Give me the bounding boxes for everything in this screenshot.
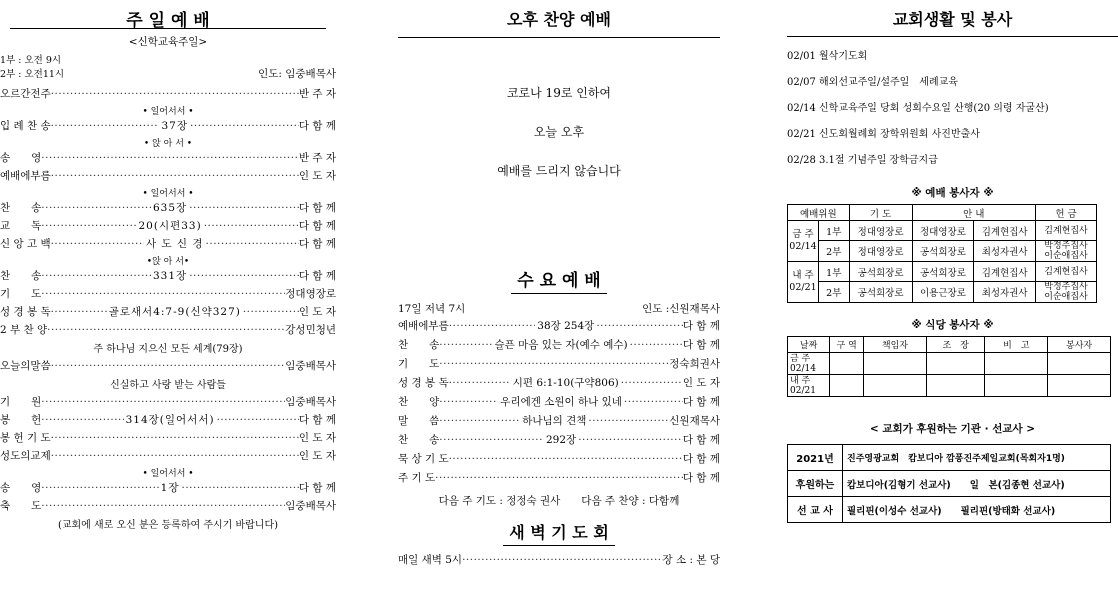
wednesday-leader: 인도 :신원재목사 <box>642 303 720 315</box>
header-prayer: 기 도 <box>849 205 912 221</box>
cafe-row <box>788 353 1111 375</box>
wednesday-order-row <box>398 375 720 394</box>
order-item-person: 정대영장로 <box>285 288 336 300</box>
mission-row-1: 진주영광교회 캄보디아 깜퐁진주제일교회(목회자1명) <box>843 445 1111 471</box>
header-committee: 예배위원 <box>788 205 850 221</box>
posture-note: • 일어서서 • <box>142 469 194 479</box>
order-item-label: 송 영 <box>0 152 42 164</box>
sunday-order-row <box>0 358 336 376</box>
order-item-person: 다 함 께 <box>682 320 720 332</box>
event-item: 02/07 해외선교주일/설주일 세례교육 <box>787 77 958 88</box>
service-cell-part: 1부 <box>819 221 850 241</box>
posture-note: • 앉 아 서 • <box>143 139 193 149</box>
cafe-header: 책임자 <box>864 337 927 353</box>
order-item-person: 다 함 께 <box>682 472 720 484</box>
cafe-cell <box>985 375 1048 397</box>
order-item-person: 다 함 께 <box>298 414 336 426</box>
wednesday-order-row <box>398 432 720 451</box>
order-item-person: 다 함 께 <box>682 434 720 446</box>
sunday-subtitle: <신학교육주일> <box>128 36 208 48</box>
order-item-detail: 1장 <box>160 482 180 494</box>
order-subtext: 주 하나님 지으신 모든 세계(79장) <box>93 344 243 355</box>
order-item-label: 송 영 <box>0 482 42 494</box>
sunday-order-row <box>0 480 336 498</box>
order-item-label: 묵 상 기 도 <box>398 453 449 465</box>
order-item-label: 교 독 <box>0 220 42 232</box>
wednesday-order-row <box>398 337 720 356</box>
service-cell-guide2: 최성자권사 <box>974 241 1036 262</box>
sunday-order-row <box>0 200 336 218</box>
service-cell-offer: 박정주집사 이순애집사 <box>1036 241 1097 262</box>
cafe-header: 봉사자 <box>1048 337 1111 353</box>
mission-label-missionary: 선 교 사 <box>788 497 843 523</box>
sunday-order-row <box>0 118 336 136</box>
cafe-date: 내 주 02/21 <box>788 375 830 397</box>
cafe-cell <box>926 353 985 375</box>
order-item-label: 입 례 찬 송 <box>0 120 51 132</box>
order-item-detail: 20(시편33) <box>138 220 202 232</box>
header-guide: 안 내 <box>912 205 1035 221</box>
service-row <box>788 221 1097 241</box>
order-item-label: 말 씀 <box>398 415 440 427</box>
dawn-prayer-place: 장 소 : 본 당 <box>662 554 720 566</box>
posture-note: •앉 아 서• <box>146 257 190 267</box>
wednesday-order-row <box>398 356 720 375</box>
order-item-person: 인 도 자 <box>298 432 336 444</box>
week-label <box>788 262 819 303</box>
order-item-label: 찬 송 <box>0 202 42 214</box>
service-cell-pray: 정대영장로 <box>849 221 912 241</box>
posture-note: • 일어서서 • <box>142 189 194 199</box>
dawn-prayer-time: 매일 새벽 5시 <box>398 554 463 566</box>
order-item-detail: 331장 <box>153 270 188 282</box>
wednesday-time: 17일 저녁 7시 <box>398 303 466 315</box>
dawn-prayer-title: 새 벽 기 도 회 <box>503 520 615 546</box>
cafeteria-volunteers-table <box>787 336 1111 397</box>
wednesday-order-list <box>398 318 720 489</box>
service-cell-offer: 김계현집사 <box>1036 262 1097 282</box>
week-label-name: 금 주 <box>792 229 814 240</box>
service-leader: 인도: 임중배목사 <box>258 68 336 80</box>
order-item-person: 임중배목사 <box>285 500 336 512</box>
wednesday-order-row <box>398 413 720 432</box>
sunday-order-row <box>0 86 336 104</box>
order-item-detail: 시편 6:1-10(구약806) <box>512 377 619 389</box>
order-item-label: 주 기 도 <box>398 472 436 484</box>
order-item-person: 다 함 께 <box>298 220 336 232</box>
service-volunteers-title: ※ 예배 봉사자 ※ <box>911 187 994 199</box>
order-item-detail: 하나님의 견책 <box>522 415 587 427</box>
order-item-person: 다 함 께 <box>298 238 336 250</box>
church-life-title: 교회생활 및 봉사 <box>892 10 1013 29</box>
order-item-label: 성 경 봉 독 <box>0 306 51 318</box>
wednesday-order-row <box>398 451 720 470</box>
dawn-prayer-row <box>398 552 720 567</box>
sunday-order-row <box>0 236 336 254</box>
church-life-column <box>787 0 1118 523</box>
week-label-name: 내 주 <box>792 270 814 281</box>
event-item: 02/14 신학교육주일 당회 성회수요일 산행(20 의령 자굴산) <box>787 103 1049 114</box>
service-time-1: 1부 : 오전 9시 <box>0 55 62 66</box>
sunday-order-row <box>0 412 336 430</box>
order-item-label: 오늘의말씀 <box>0 360 51 372</box>
order-item-detail: 골로새서4:7-9(신약327) <box>108 306 241 318</box>
sunday-order-row <box>0 168 336 186</box>
order-item-label: 예배에부름 <box>398 320 449 332</box>
sunday-order-row <box>0 448 336 466</box>
sunday-order-row <box>0 430 336 448</box>
cafe-header: 구 역 <box>830 337 864 353</box>
week-label-date: 02/21 <box>789 282 817 293</box>
afternoon-service-title: 오후 찬양 예배 <box>507 10 611 29</box>
wednesday-order-row <box>398 394 720 413</box>
cafe-cell <box>864 353 927 375</box>
service-cell-guide1: 이용근장로 <box>912 282 974 303</box>
notice-line-2: 오늘 오후 <box>533 125 585 139</box>
order-item-person: 임중배목사 <box>285 396 336 408</box>
sunday-order-row <box>0 268 336 286</box>
wednesday-next-week: 다음 주 기도 : 정정숙 권사 다음 주 찬양 : 다함께 <box>438 495 680 507</box>
cafe-date: 금 주 02/14 <box>788 353 830 375</box>
order-item-person: 인 도 자 <box>298 450 336 462</box>
order-item-person: 인 도 자 <box>682 377 720 389</box>
service-cell-pray: 공석희장로 <box>849 262 912 282</box>
order-item-label: 찬 송 <box>0 270 42 282</box>
order-item-detail: 292장 <box>546 434 577 446</box>
order-subtext: 신실하고 사랑 받는 사람들 <box>110 380 226 391</box>
header-offering: 헌 금 <box>1036 205 1097 221</box>
order-item-label: 봉 헌 기 도 <box>0 432 51 444</box>
order-item-person: 다 함 께 <box>298 482 336 494</box>
week-label-date: 02/14 <box>789 241 817 252</box>
order-item-detail: 314장(일어서서) <box>125 414 215 426</box>
order-item-detail: 37장 <box>161 120 188 132</box>
order-item-label: 성도의교제 <box>0 450 51 462</box>
order-item-person: 다 함 께 <box>682 396 720 408</box>
mission-label-year: 2021년 <box>788 445 843 471</box>
cafe-cell <box>830 375 864 397</box>
sunday-order-row <box>0 322 336 340</box>
posture-note: • 일어서서 • <box>142 107 194 117</box>
order-item-detail: 우리에겐 소원이 하나 있네 <box>500 396 622 408</box>
order-item-person: 강성민청년 <box>285 324 336 336</box>
mission-title: < 교회가 후원하는 기관 · 선교사 > <box>869 423 1036 435</box>
event-item: 02/21 신도회월례회 장학위원회 사진반출사 <box>787 129 980 140</box>
event-item: 02/28 3.1절 기념주일 장학금지급 <box>787 155 938 166</box>
order-item-detail: 사 도 신 경 <box>145 238 204 250</box>
wednesday-order-row <box>398 318 720 337</box>
sunday-service-column <box>0 0 336 534</box>
cafe-cell <box>1048 375 1111 397</box>
service-cell-part: 2부 <box>819 282 850 303</box>
cafe-row <box>788 375 1111 397</box>
cafeteria-volunteers-title: ※ 식당 봉사자 ※ <box>911 319 994 331</box>
service-cell-guide2: 최성자권사 <box>974 282 1036 303</box>
order-item-person: 반 주 자 <box>298 152 336 164</box>
service-cell-guide1: 공석희장로 <box>912 262 974 282</box>
service-row <box>788 282 1097 303</box>
order-item-label: 예배에부름 <box>0 170 51 182</box>
mission-row-2: 캄보디아(김형기 선교사) 일 본(김종현 선교사) <box>843 471 1111 497</box>
order-item-person: 반 주 자 <box>298 88 336 100</box>
service-cell-guide2: 김계현집사 <box>974 221 1036 241</box>
order-item-person: 인 도 자 <box>298 170 336 182</box>
cafe-cell <box>864 375 927 397</box>
sunday-order-row <box>0 394 336 412</box>
order-item-person: 다 함 께 <box>298 202 336 214</box>
order-item-detail: 38장 254장 <box>537 320 595 332</box>
service-cell-pray: 정대영장로 <box>849 241 912 262</box>
order-item-detail: 635장 <box>153 202 188 214</box>
service-cell-part: 1부 <box>819 262 850 282</box>
service-cell-guide2: 김계현집사 <box>974 262 1036 282</box>
order-item-label: 성 경 봉 독 <box>398 377 449 389</box>
service-row <box>788 262 1097 282</box>
order-item-label: 축 도 <box>0 500 42 512</box>
mission-row-3: 필리핀(이성수 선교사) 필리핀(방태화 선교사) <box>843 497 1111 523</box>
order-item-label: 기 원 <box>0 396 42 408</box>
service-cell-pray: 공석희장로 <box>849 282 912 303</box>
cafe-cell <box>1048 353 1111 375</box>
order-item-detail: 슬픈 마음 있는 자(예수 예수) <box>494 339 628 351</box>
order-item-person: 다 함 께 <box>298 270 336 282</box>
order-item-label: 기 도 <box>398 358 440 370</box>
order-item-label: 신 앙 고 백 <box>0 238 51 250</box>
sunday-order-list <box>0 86 336 534</box>
cafe-header: 비 고 <box>985 337 1048 353</box>
service-volunteers-table <box>787 204 1097 303</box>
cafe-header: 날짜 <box>788 337 830 353</box>
order-item-person: 정숙희권사 <box>669 358 720 370</box>
order-item-label: 찬 양 <box>398 396 440 408</box>
order-item-label: 찬 송 <box>398 339 440 351</box>
order-item-person: 다 함 께 <box>682 339 720 351</box>
order-item-label: 찬 송 <box>398 434 440 446</box>
order-item-person: 다 함 께 <box>682 453 720 465</box>
order-item-label: 오르간전주 <box>0 88 51 100</box>
service-cell-offer: 김계현집사 <box>1036 221 1097 241</box>
event-item: 02/01 월삭기도회 <box>787 51 868 62</box>
sunday-order-row <box>0 218 336 236</box>
wednesday-service-title: 수 요 예 배 <box>511 266 606 294</box>
event-list <box>787 47 1118 177</box>
sunday-order-row <box>0 286 336 304</box>
service-cell-offer: 박정주집사 이순애집사 <box>1036 282 1097 303</box>
mission-table <box>787 444 1111 523</box>
mission-label-support: 후원하는 <box>788 471 843 497</box>
order-subtext: (교회에 새로 오신 분은 등록하여 주시기 바랍니다) <box>57 520 279 531</box>
order-item-label: 봉 헌 <box>0 414 42 426</box>
notice-line-1: 코로나 19로 인하여 <box>506 86 612 100</box>
order-item-person: 신원재목사 <box>669 415 720 427</box>
order-item-person: 인 도 자 <box>298 306 336 318</box>
wednesday-order-row <box>398 470 720 489</box>
service-row <box>788 241 1097 262</box>
order-item-person: 임중배목사 <box>285 360 336 372</box>
service-time-2: 2부 : 오전11시 <box>0 69 65 80</box>
service-cell-guide1: 공석희장로 <box>912 241 974 262</box>
week-label <box>788 221 819 262</box>
service-cell-part: 2부 <box>819 241 850 262</box>
sunday-order-row <box>0 498 336 516</box>
notice-line-3: 예배를 드리지 않습니다 <box>497 164 621 178</box>
sunday-order-row <box>0 150 336 168</box>
cafe-header: 조 장 <box>926 337 985 353</box>
sunday-service-title: 주 일 예 배 <box>126 11 210 31</box>
order-item-label: 기 도 <box>0 288 42 300</box>
sunday-order-row <box>0 304 336 322</box>
cafe-cell <box>830 353 864 375</box>
service-cell-guide1: 정대영장로 <box>912 221 974 241</box>
cafe-cell <box>985 353 1048 375</box>
order-item-label: 2 부 찬 양 <box>0 324 48 336</box>
afternoon-service-column <box>398 0 720 567</box>
order-item-person: 다 함 께 <box>298 120 336 132</box>
cafe-cell <box>926 375 985 397</box>
